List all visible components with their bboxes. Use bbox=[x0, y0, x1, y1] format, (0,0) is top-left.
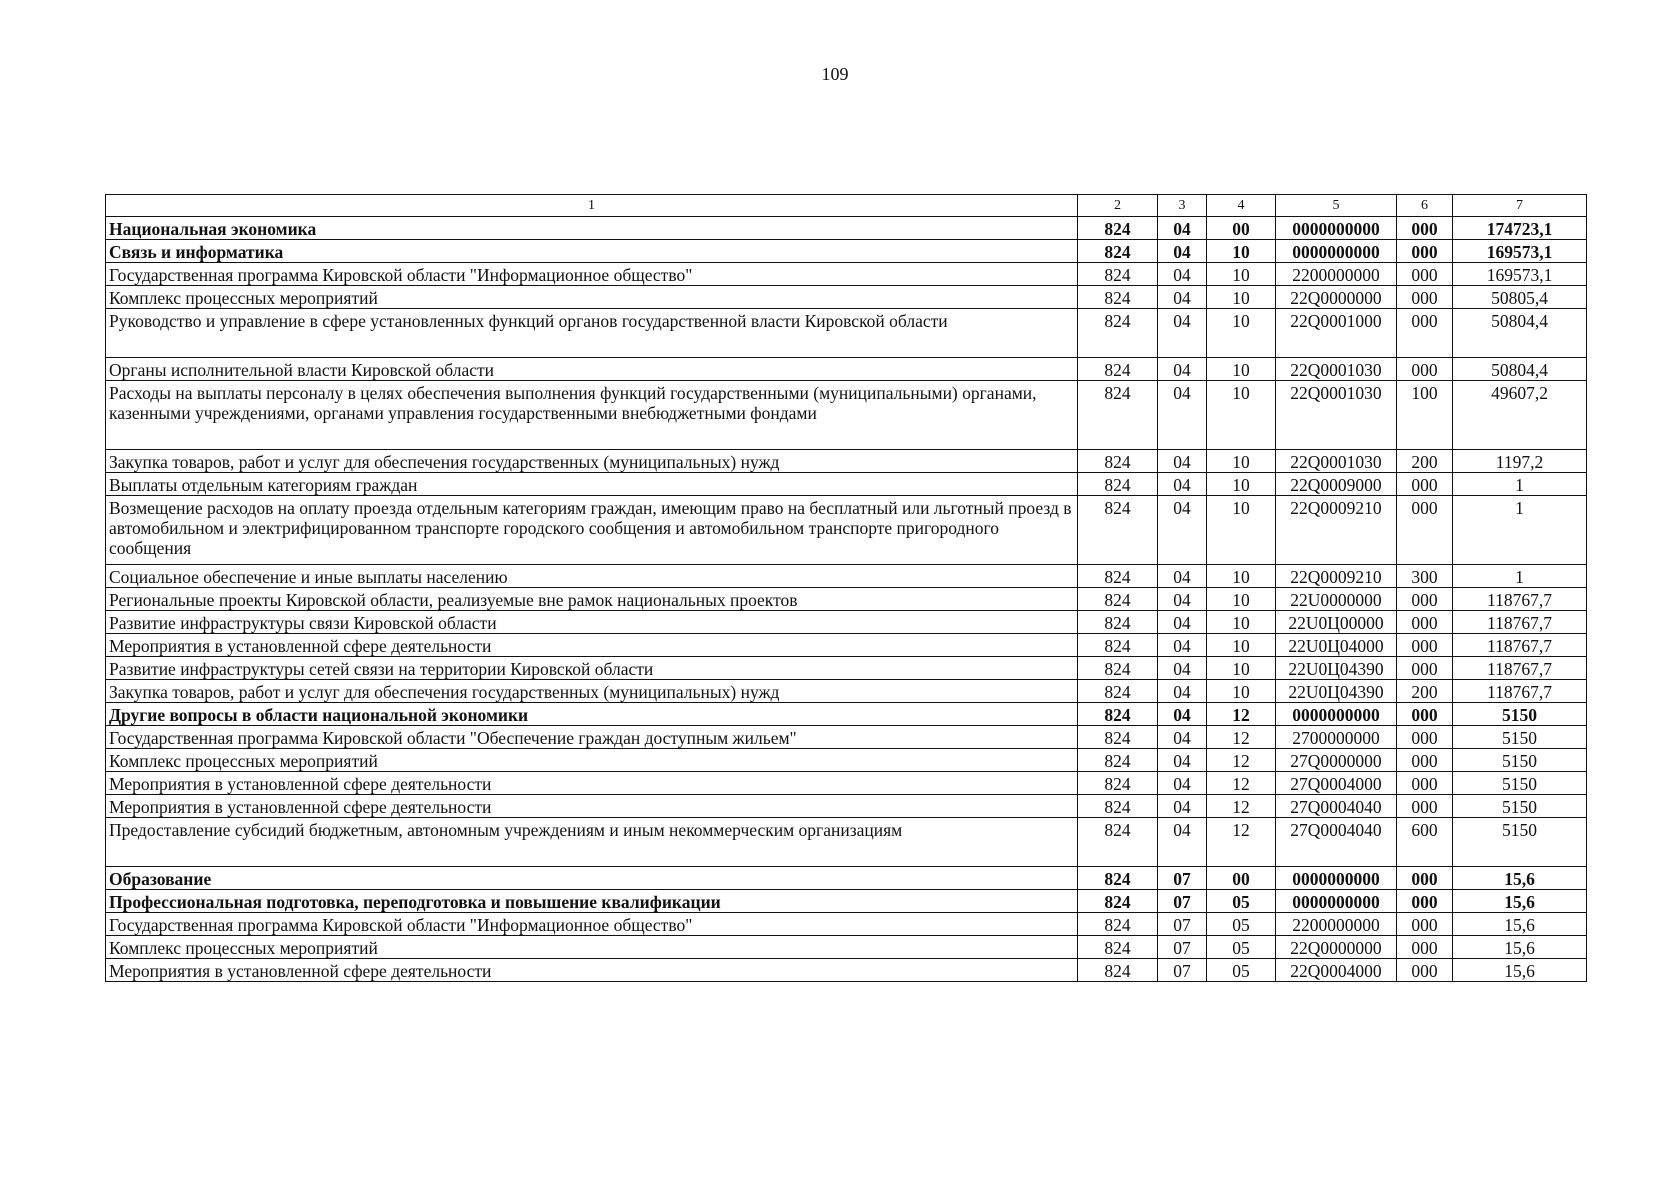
expense-type-cell: 000 bbox=[1397, 358, 1453, 381]
admin-code-cell: 824 bbox=[1078, 588, 1158, 611]
amount-cell: 118767,7 bbox=[1453, 634, 1587, 657]
target-article-cell: 2200000000 bbox=[1276, 263, 1397, 286]
row-name-cell: Закупка товаров, работ и услуг для обеспечения государственных (муниципальных) нужд bbox=[106, 450, 1078, 473]
admin-code-cell: 824 bbox=[1078, 473, 1158, 496]
row-name-cell: Комплекс процессных мероприятий bbox=[106, 286, 1078, 309]
section-cell: 04 bbox=[1158, 496, 1207, 565]
admin-code-cell: 824 bbox=[1078, 936, 1158, 959]
expense-type-cell: 000 bbox=[1397, 286, 1453, 309]
subsection-cell: 10 bbox=[1207, 381, 1276, 450]
expense-type-cell: 100 bbox=[1397, 381, 1453, 450]
expense-type-cell: 000 bbox=[1397, 240, 1453, 263]
row-name-cell: Мероприятия в установленной сфере деятельности bbox=[106, 795, 1078, 818]
amount-cell: 1 bbox=[1453, 473, 1587, 496]
admin-code-cell: 824 bbox=[1078, 450, 1158, 473]
admin-code-cell: 824 bbox=[1078, 703, 1158, 726]
admin-code-cell: 824 bbox=[1078, 240, 1158, 263]
section-cell: 04 bbox=[1158, 634, 1207, 657]
subsection-cell: 10 bbox=[1207, 588, 1276, 611]
section-cell: 04 bbox=[1158, 680, 1207, 703]
row-name-cell: Государственная программа Кировской области "Обеспечение граждан доступным жильем" bbox=[106, 726, 1078, 749]
admin-code-cell: 824 bbox=[1078, 263, 1158, 286]
amount-cell: 1 bbox=[1453, 496, 1587, 565]
amount-cell: 118767,7 bbox=[1453, 588, 1587, 611]
row-name-cell: Мероприятия в установленной сфере деятельности bbox=[106, 959, 1078, 982]
target-article-cell: 2700000000 bbox=[1276, 726, 1397, 749]
subsection-cell: 05 bbox=[1207, 936, 1276, 959]
admin-code-cell: 824 bbox=[1078, 217, 1158, 240]
section-cell: 04 bbox=[1158, 309, 1207, 358]
target-article-cell: 0000000000 bbox=[1276, 703, 1397, 726]
target-article-cell: 22Q0000000 bbox=[1276, 286, 1397, 309]
table-row bbox=[106, 588, 1587, 611]
row-name-cell: Государственная программа Кировской области "Информационное общество" bbox=[106, 913, 1078, 936]
expense-type-cell: 000 bbox=[1397, 936, 1453, 959]
page-number: 109 bbox=[821, 64, 849, 84]
section-cell: 04 bbox=[1158, 286, 1207, 309]
section-cell: 07 bbox=[1158, 867, 1207, 890]
table-row bbox=[106, 680, 1587, 703]
target-article-cell: 22U0000000 bbox=[1276, 588, 1397, 611]
table-row bbox=[106, 936, 1587, 959]
subsection-cell: 10 bbox=[1207, 286, 1276, 309]
target-article-cell: 22U0Ц04000 bbox=[1276, 634, 1397, 657]
target-article-cell: 22Q0001030 bbox=[1276, 381, 1397, 450]
subsection-cell: 10 bbox=[1207, 473, 1276, 496]
admin-code-cell: 824 bbox=[1078, 959, 1158, 982]
subsection-cell: 12 bbox=[1207, 772, 1276, 795]
table-row bbox=[106, 959, 1587, 982]
subsection-cell: 10 bbox=[1207, 611, 1276, 634]
expense-type-cell: 000 bbox=[1397, 657, 1453, 680]
subsection-cell: 10 bbox=[1207, 358, 1276, 381]
expense-type-cell: 000 bbox=[1397, 726, 1453, 749]
target-article-cell: 22Q0000000 bbox=[1276, 936, 1397, 959]
table-row bbox=[106, 565, 1587, 588]
amount-cell: 1 bbox=[1453, 565, 1587, 588]
amount-cell: 5150 bbox=[1453, 818, 1587, 867]
expense-type-cell: 000 bbox=[1397, 611, 1453, 634]
admin-code-cell: 824 bbox=[1078, 913, 1158, 936]
row-name-cell: Выплаты отдельным категориям граждан bbox=[106, 473, 1078, 496]
section-cell: 07 bbox=[1158, 913, 1207, 936]
section-cell: 04 bbox=[1158, 565, 1207, 588]
admin-code-cell: 824 bbox=[1078, 726, 1158, 749]
expense-type-cell: 000 bbox=[1397, 473, 1453, 496]
amount-cell: 174723,1 bbox=[1453, 217, 1587, 240]
header-cell: 7 bbox=[1453, 195, 1587, 217]
amount-cell: 118767,7 bbox=[1453, 657, 1587, 680]
amount-cell: 50804,4 bbox=[1453, 358, 1587, 381]
section-cell: 04 bbox=[1158, 450, 1207, 473]
section-cell: 04 bbox=[1158, 358, 1207, 381]
amount-cell: 50805,4 bbox=[1453, 286, 1587, 309]
amount-cell: 15,6 bbox=[1453, 959, 1587, 982]
target-article-cell: 22Q0001000 bbox=[1276, 309, 1397, 358]
expense-type-cell: 000 bbox=[1397, 890, 1453, 913]
admin-code-cell: 824 bbox=[1078, 611, 1158, 634]
subsection-cell: 12 bbox=[1207, 795, 1276, 818]
expense-type-cell: 000 bbox=[1397, 913, 1453, 936]
header-cell: 5 bbox=[1276, 195, 1397, 217]
expense-type-cell: 000 bbox=[1397, 309, 1453, 358]
row-name-cell: Другие вопросы в области национальной экономики bbox=[106, 703, 1078, 726]
amount-cell: 15,6 bbox=[1453, 867, 1587, 890]
section-cell: 07 bbox=[1158, 890, 1207, 913]
table-row bbox=[106, 381, 1587, 450]
subsection-cell: 10 bbox=[1207, 496, 1276, 565]
row-name-cell: Государственная программа Кировской области "Информационное общество" bbox=[106, 263, 1078, 286]
target-article-cell: 27Q0000000 bbox=[1276, 749, 1397, 772]
expense-type-cell: 200 bbox=[1397, 450, 1453, 473]
target-article-cell: 22Q0001030 bbox=[1276, 358, 1397, 381]
target-article-cell: 22Q0004000 bbox=[1276, 959, 1397, 982]
target-article-cell: 27Q0004040 bbox=[1276, 795, 1397, 818]
header-row bbox=[106, 195, 1587, 217]
target-article-cell: 27Q0004000 bbox=[1276, 772, 1397, 795]
amount-cell: 50804,4 bbox=[1453, 309, 1587, 358]
budget-table bbox=[105, 194, 1587, 982]
table-body bbox=[106, 195, 1587, 982]
target-article-cell: 22Q0009000 bbox=[1276, 473, 1397, 496]
subsection-cell: 12 bbox=[1207, 818, 1276, 867]
target-article-cell: 22U0Ц04390 bbox=[1276, 657, 1397, 680]
row-name-cell: Комплекс процессных мероприятий bbox=[106, 749, 1078, 772]
amount-cell: 5150 bbox=[1453, 749, 1587, 772]
section-cell: 04 bbox=[1158, 381, 1207, 450]
expense-type-cell: 000 bbox=[1397, 959, 1453, 982]
header-cell: 3 bbox=[1158, 195, 1207, 217]
target-article-cell: 22Q0001030 bbox=[1276, 450, 1397, 473]
target-article-cell: 22Q0009210 bbox=[1276, 565, 1397, 588]
table-row bbox=[106, 749, 1587, 772]
section-cell: 04 bbox=[1158, 263, 1207, 286]
admin-code-cell: 824 bbox=[1078, 867, 1158, 890]
section-cell: 04 bbox=[1158, 703, 1207, 726]
table-row bbox=[106, 358, 1587, 381]
row-name-cell: Закупка товаров, работ и услуг для обеспечения государственных (муниципальных) нужд bbox=[106, 680, 1078, 703]
section-cell: 04 bbox=[1158, 588, 1207, 611]
admin-code-cell: 824 bbox=[1078, 818, 1158, 867]
admin-code-cell: 824 bbox=[1078, 565, 1158, 588]
row-name-cell: Мероприятия в установленной сфере деятельности bbox=[106, 634, 1078, 657]
row-name-cell: Органы исполнительной власти Кировской области bbox=[106, 358, 1078, 381]
amount-cell: 15,6 bbox=[1453, 913, 1587, 936]
table-row bbox=[106, 217, 1587, 240]
subsection-cell: 10 bbox=[1207, 450, 1276, 473]
admin-code-cell: 824 bbox=[1078, 286, 1158, 309]
amount-cell: 169573,1 bbox=[1453, 263, 1587, 286]
expense-type-cell: 000 bbox=[1397, 217, 1453, 240]
table-row bbox=[106, 772, 1587, 795]
admin-code-cell: 824 bbox=[1078, 358, 1158, 381]
expense-type-cell: 300 bbox=[1397, 565, 1453, 588]
table-row bbox=[106, 818, 1587, 867]
target-article-cell: 0000000000 bbox=[1276, 240, 1397, 263]
row-name-cell: Связь и информатика bbox=[106, 240, 1078, 263]
table-row bbox=[106, 496, 1587, 565]
section-cell: 04 bbox=[1158, 657, 1207, 680]
subsection-cell: 00 bbox=[1207, 217, 1276, 240]
row-name-cell: Социальное обеспечение и иные выплаты населению bbox=[106, 565, 1078, 588]
section-cell: 04 bbox=[1158, 795, 1207, 818]
target-article-cell: 2200000000 bbox=[1276, 913, 1397, 936]
section-cell: 04 bbox=[1158, 240, 1207, 263]
section-cell: 04 bbox=[1158, 473, 1207, 496]
row-name-cell: Руководство и управление в сфере установленных функций органов государственной власти Кировской области bbox=[106, 309, 1078, 358]
admin-code-cell: 824 bbox=[1078, 496, 1158, 565]
expense-type-cell: 000 bbox=[1397, 772, 1453, 795]
row-name-cell: Мероприятия в установленной сфере деятельности bbox=[106, 772, 1078, 795]
target-article-cell: 0000000000 bbox=[1276, 867, 1397, 890]
subsection-cell: 12 bbox=[1207, 726, 1276, 749]
expense-type-cell: 000 bbox=[1397, 263, 1453, 286]
table-row bbox=[106, 913, 1587, 936]
target-article-cell: 22Q0009210 bbox=[1276, 496, 1397, 565]
amount-cell: 5150 bbox=[1453, 726, 1587, 749]
row-name-cell: Предоставление субсидий бюджетным, автономным учреждениям и иным некоммерческим организациям bbox=[106, 818, 1078, 867]
subsection-cell: 05 bbox=[1207, 890, 1276, 913]
target-article-cell: 0000000000 bbox=[1276, 217, 1397, 240]
admin-code-cell: 824 bbox=[1078, 309, 1158, 358]
subsection-cell: 05 bbox=[1207, 959, 1276, 982]
table-row bbox=[106, 634, 1587, 657]
expense-type-cell: 000 bbox=[1397, 703, 1453, 726]
row-name-cell: Профессиональная подготовка, переподготовка и повышение квалификации bbox=[106, 890, 1078, 913]
row-name-cell: Расходы на выплаты персоналу в целях обеспечения выполнения функций государственными (муниципальными) органами, казенными учреждениями, органами управления государственными внебюджетными фондами bbox=[106, 381, 1078, 450]
amount-cell: 1197,2 bbox=[1453, 450, 1587, 473]
subsection-cell: 10 bbox=[1207, 240, 1276, 263]
table-row bbox=[106, 473, 1587, 496]
header-cell: 1 bbox=[106, 195, 1078, 217]
admin-code-cell: 824 bbox=[1078, 634, 1158, 657]
target-article-cell: 27Q0004040 bbox=[1276, 818, 1397, 867]
amount-cell: 5150 bbox=[1453, 703, 1587, 726]
table-row bbox=[106, 309, 1587, 358]
target-article-cell: 22U0Ц04390 bbox=[1276, 680, 1397, 703]
admin-code-cell: 824 bbox=[1078, 749, 1158, 772]
header-cell: 6 bbox=[1397, 195, 1453, 217]
expense-type-cell: 000 bbox=[1397, 588, 1453, 611]
row-name-cell: Возмещение расходов на оплату проезда отдельным категориям граждан, имеющим право на бесплатный или льготный проезд в автомобильном и электрифицированном транспорте городского сообщения и автомобильном транспорте пригородного сообщения bbox=[106, 496, 1078, 565]
table-row bbox=[106, 240, 1587, 263]
section-cell: 04 bbox=[1158, 818, 1207, 867]
row-name-cell: Региональные проекты Кировской области, реализуемые вне рамок национальных проектов bbox=[106, 588, 1078, 611]
amount-cell: 118767,7 bbox=[1453, 611, 1587, 634]
section-cell: 04 bbox=[1158, 611, 1207, 634]
table-row bbox=[106, 450, 1587, 473]
section-cell: 04 bbox=[1158, 726, 1207, 749]
subsection-cell: 12 bbox=[1207, 749, 1276, 772]
admin-code-cell: 824 bbox=[1078, 680, 1158, 703]
row-name-cell: Развитие инфраструктуры сетей связи на территории Кировской области bbox=[106, 657, 1078, 680]
admin-code-cell: 824 bbox=[1078, 657, 1158, 680]
table-row bbox=[106, 703, 1587, 726]
amount-cell: 118767,7 bbox=[1453, 680, 1587, 703]
expense-type-cell: 600 bbox=[1397, 818, 1453, 867]
admin-code-cell: 824 bbox=[1078, 772, 1158, 795]
section-cell: 04 bbox=[1158, 217, 1207, 240]
table-row bbox=[106, 263, 1587, 286]
amount-cell: 15,6 bbox=[1453, 890, 1587, 913]
subsection-cell: 05 bbox=[1207, 913, 1276, 936]
target-article-cell: 0000000000 bbox=[1276, 890, 1397, 913]
expense-type-cell: 200 bbox=[1397, 680, 1453, 703]
amount-cell: 5150 bbox=[1453, 795, 1587, 818]
subsection-cell: 10 bbox=[1207, 309, 1276, 358]
subsection-cell: 10 bbox=[1207, 565, 1276, 588]
header-cell: 2 bbox=[1078, 195, 1158, 217]
table-row bbox=[106, 867, 1587, 890]
subsection-cell: 00 bbox=[1207, 867, 1276, 890]
table-row bbox=[106, 286, 1587, 309]
table-row bbox=[106, 611, 1587, 634]
amount-cell: 15,6 bbox=[1453, 936, 1587, 959]
admin-code-cell: 824 bbox=[1078, 795, 1158, 818]
table-row bbox=[106, 657, 1587, 680]
expense-type-cell: 000 bbox=[1397, 795, 1453, 818]
table-row bbox=[106, 795, 1587, 818]
admin-code-cell: 824 bbox=[1078, 890, 1158, 913]
amount-cell: 5150 bbox=[1453, 772, 1587, 795]
row-name-cell: Национальная экономика bbox=[106, 217, 1078, 240]
admin-code-cell: 824 bbox=[1078, 381, 1158, 450]
table-row bbox=[106, 726, 1587, 749]
subsection-cell: 10 bbox=[1207, 657, 1276, 680]
amount-cell: 49607,2 bbox=[1453, 381, 1587, 450]
expense-type-cell: 000 bbox=[1397, 496, 1453, 565]
section-cell: 07 bbox=[1158, 959, 1207, 982]
table-row bbox=[106, 890, 1587, 913]
row-name-cell: Развитие инфраструктуры связи Кировской области bbox=[106, 611, 1078, 634]
row-name-cell: Образование bbox=[106, 867, 1078, 890]
expense-type-cell: 000 bbox=[1397, 749, 1453, 772]
subsection-cell: 10 bbox=[1207, 634, 1276, 657]
expense-type-cell: 000 bbox=[1397, 867, 1453, 890]
amount-cell: 169573,1 bbox=[1453, 240, 1587, 263]
section-cell: 04 bbox=[1158, 749, 1207, 772]
section-cell: 07 bbox=[1158, 936, 1207, 959]
header-cell: 4 bbox=[1207, 195, 1276, 217]
row-name-cell: Комплекс процессных мероприятий bbox=[106, 936, 1078, 959]
section-cell: 04 bbox=[1158, 772, 1207, 795]
target-article-cell: 22U0Ц00000 bbox=[1276, 611, 1397, 634]
expense-type-cell: 000 bbox=[1397, 634, 1453, 657]
subsection-cell: 10 bbox=[1207, 680, 1276, 703]
subsection-cell: 12 bbox=[1207, 703, 1276, 726]
subsection-cell: 10 bbox=[1207, 263, 1276, 286]
